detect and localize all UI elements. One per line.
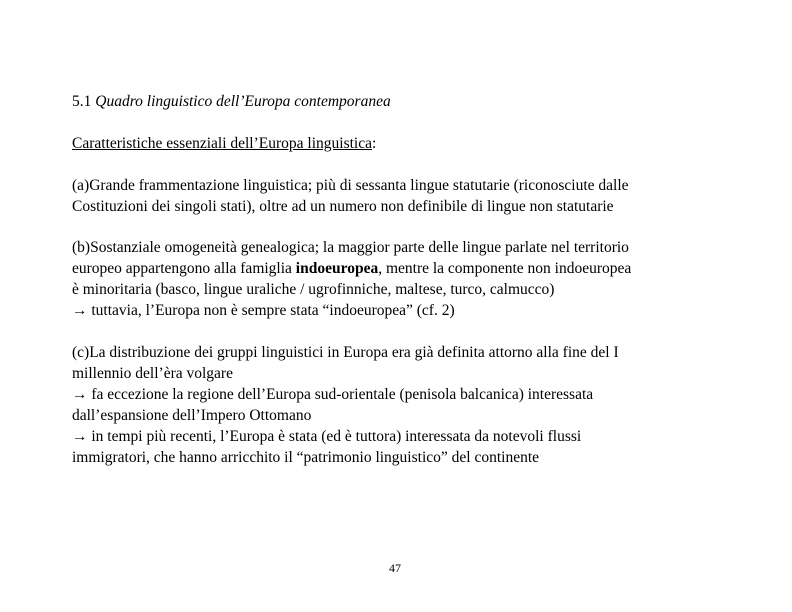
para-c-line-3: → fa eccezione la regione dell’Europa sud-orientale (penisola balcanica) interessata <box>72 386 594 403</box>
para-b-line-2 <box>72 258 631 279</box>
para-c-line-5: → in tempi più recenti, l’Europa è stata (ed è tuttora) interessata da notevoli flussi <box>72 428 582 445</box>
section-title: Quadro linguistico dell’Europa contemporanea <box>95 93 391 110</box>
page-number: 47 <box>389 561 401 575</box>
para-c-line-1: (c)La distribuzione dei gruppi linguistici in Europa era già definita attorno alla fine del I <box>72 344 619 361</box>
para-b-line-1: (b)Sostanziale omogeneità genealogica; la maggior parte delle lingue parlate nel territorio <box>72 239 629 256</box>
para-b-line-4: → tuttavia, l’Europa non è sempre stata “indoeuropea” (cf. 2) <box>72 302 455 319</box>
subtitle <box>72 133 376 154</box>
subtitle-text: Caratteristiche essenziali dell’Europa linguistica <box>72 135 372 152</box>
para-c-line-6: immigratori, che hanno arricchito il “patrimonio linguistico” del continente <box>72 449 540 466</box>
para-b-line-3: è minoritaria (basco, lingue uraliche / ugrofinniche, maltese, turco, calmucco) <box>72 281 555 298</box>
para-a-line-1: (a)Grande frammentazione linguistica; più di sessanta lingue statutarie (riconosciute dalle <box>72 177 629 194</box>
section-number: 5.1 <box>72 93 96 110</box>
para-a-line-2: Costituzioni dei singoli stati), oltre ad un numero non definibile di lingue non statutarie <box>72 198 614 215</box>
para-b-line-2-pre: europeo appartengono alla famiglia <box>72 260 296 277</box>
para-b-line-2-bold: indoeuropea <box>295 260 379 277</box>
section-heading <box>72 91 391 112</box>
para-b-line-2-post: , mentre la componente non indoeuropea <box>378 260 632 277</box>
para-c-line-2: millennio dell’èra volgare <box>72 365 233 382</box>
para-c-line-4: dall’espansione dell’Impero Ottomano <box>72 407 312 424</box>
subtitle-colon: : <box>372 135 377 152</box>
